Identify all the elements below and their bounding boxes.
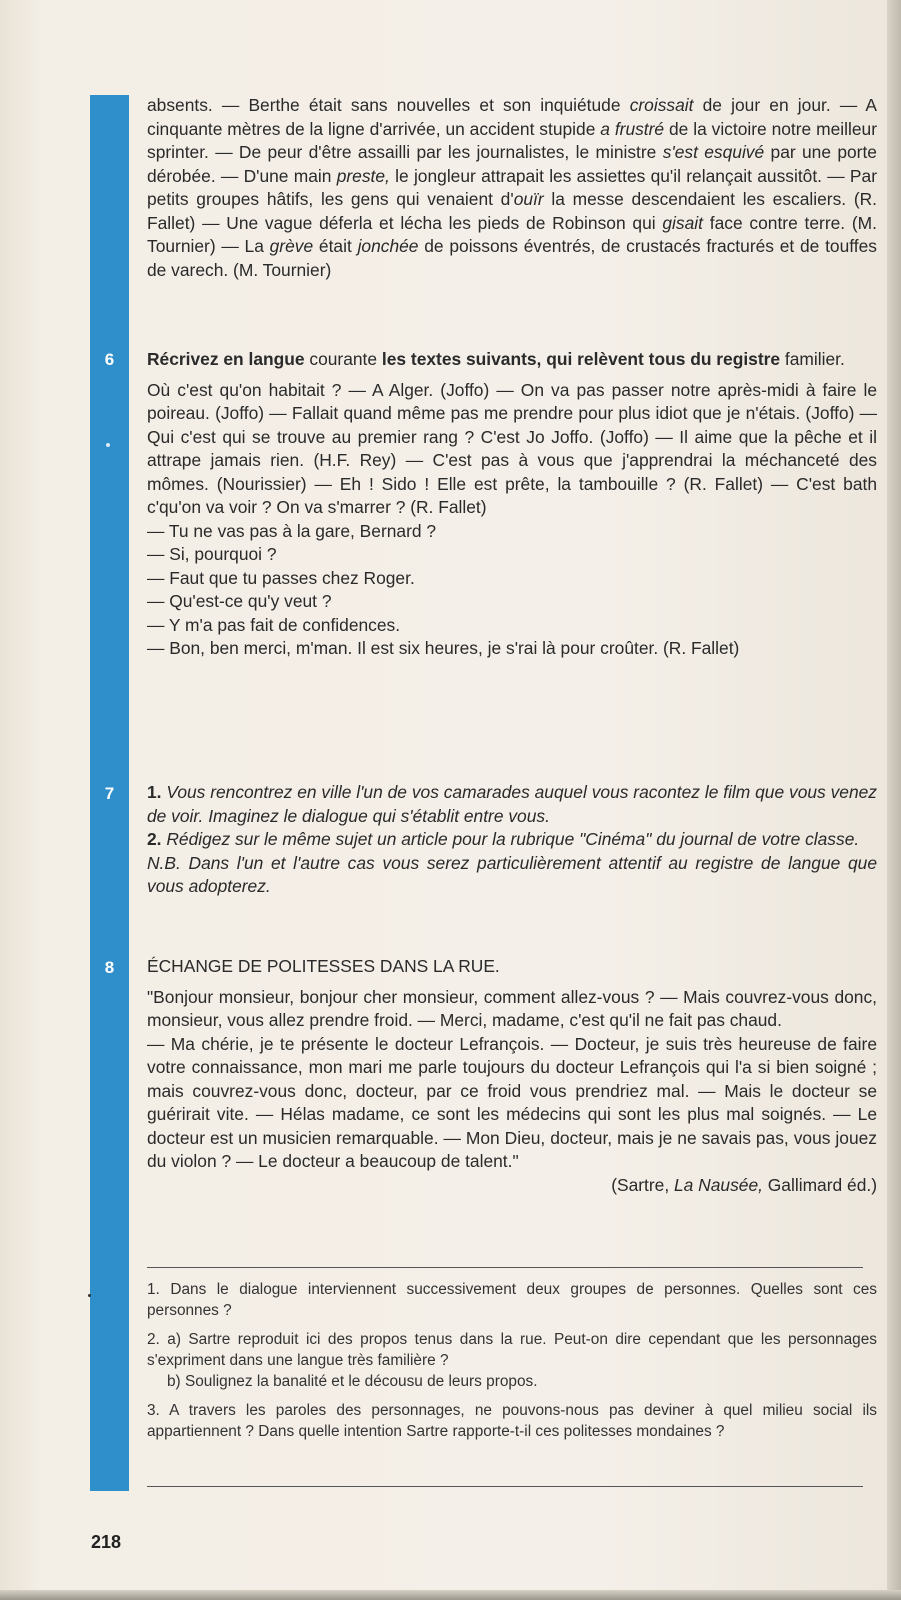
text-run: de poissons éventrés, de crustacés fracturés et de touffes de varech. (M. Tournier)	[147, 236, 877, 280]
task-number: 2.	[147, 829, 162, 849]
exercise-7-task-2	[147, 828, 877, 852]
dialogue-line: — Si, pourquoi ?	[147, 544, 277, 564]
task-number: 1.	[147, 782, 162, 802]
text-run: de jour en jour. — A cinquante mètres de la ligne d'arrivée, un accident stupide	[147, 95, 878, 139]
instruction-bold: les textes suivants, qui relèvent tous du registre	[381, 349, 781, 369]
italic-word: preste,	[336, 165, 390, 186]
exercise-6-instruction	[147, 348, 877, 372]
dialogue-line: — Tu ne vas pas à la gare, Bernard ?	[147, 520, 437, 541]
page-edge	[887, 0, 901, 1600]
exercise-5-continuation	[147, 94, 877, 282]
page-edge-bottom	[0, 1590, 901, 1600]
text-run: de la victoire notre meilleur sprinter. — De peur d'être assailli par les journalistes, le ministre	[147, 118, 877, 162]
exercise-6-quotes: Où c'est qu'on habitait ? — A Alger. (Joffo) — On va pas passer notre après-midi à faire le poireau. (Joffo) — Fallait quand même pas me prendre pour plus idiot que je n'étais. (Joffo) — Qui c'est qui se trouve au premier rang ? C'est Jo Joffo. (Joffo) — Il aime que la pêche et il attrape jamais rien. (H.F. Rey) — C'est pas à vous que j'apprendrai la méchanceté des mômes. (Nourissier) — Eh ! Sido ! Elle est prête, la tambouille ? (R. Fallet) — C'est bath c'qu'on va voir ? On va s'marrer ? (R. Fallet)	[147, 379, 877, 517]
question-2b: b) Soulignez la banalité et le décousu de leurs propos.	[167, 1373, 538, 1390]
page-number: 218	[91, 1532, 122, 1552]
source-text: Gallimard éd.)	[762, 1174, 877, 1195]
exercise-number-7: 7	[104, 784, 115, 803]
bullet-dot	[106, 443, 110, 447]
exercise-7-task-1	[147, 781, 877, 828]
question-3: 3. A travers les paroles des personnages, ne pouvons-nous pas deviner à quel milieu social ils appartiennent ? Dans quelle intention Sartre rapporte-t-il ces politesses mondaines ?	[147, 1402, 877, 1440]
exercise-number-6: 6	[104, 350, 115, 369]
text-run: par une porte dérobée. — D'une main	[147, 142, 877, 186]
italic-word: jonchée	[357, 236, 419, 256]
exercise-8-paragraph-2: — Ma chérie, je te présente le docteur Lefrançois. — Docteur, je suis très heureuse de faire votre connaissance, mon mari me parle toujours du docteur Lefrançois qui l'a si bien soigné ; mais couvrez-vous donc, docteur, par ce froid vous prendriez mal. — Mais le docteur se guérirait vite. — Hélas madame, ce sont les médecins qui sont les plus mal soignés. — Le docteur est un musicien remarquable. — Mon Dieu, docteur, mais je ne savais pas, vous jouez du violon ? — Le docteur a beaucoup de talent."	[147, 1033, 877, 1171]
paragraph	[147, 94, 877, 282]
text-run: le jongleur attrapait les assiettes qu'il relançait aussitôt. — Par petits groupes hâtifs, les gens qui venaient d'	[147, 165, 877, 209]
task-text: Rédigez sur le même sujet un article pour la rubrique "Cinéma" du journal de votre classe.	[161, 829, 860, 849]
italic-word: s'est esquivé	[662, 142, 765, 162]
text-run: face contre terre. (M. Tournier) — La	[147, 212, 878, 256]
dialogue-line: — Qu'est-ce qu'y veut ?	[147, 591, 332, 611]
exercise-8	[147, 955, 877, 1197]
divider-top	[147, 1267, 863, 1268]
italic-word: ouïr	[513, 189, 544, 209]
instruction-text: familier.	[780, 349, 845, 369]
exercise-7	[147, 781, 877, 899]
source-title: La Nausée,	[674, 1174, 763, 1195]
exercise-8-questions	[147, 1279, 877, 1442]
exercise-number-8: 8	[104, 958, 115, 977]
italic-word: grève	[269, 236, 314, 256]
exercise-8-title: ÉCHANGE DE POLITESSES DANS LA RUE.	[147, 956, 500, 976]
dialogue-line: — Faut que tu passes chez Roger.	[147, 567, 415, 588]
exercise-8-source	[147, 1174, 877, 1198]
italic-word: gisait	[662, 212, 703, 233]
italic-word: croissait	[629, 95, 694, 115]
text-run: absents. — Berthe était sans nouvelles et son inquiétude	[147, 95, 630, 115]
exercise-6	[147, 348, 877, 661]
task-text: Vous rencontrez en ville l'un de vos camarades auquel vous racontez le film que vous venez de voir. Imaginez le dialogue qui s'établit entre vous.	[147, 782, 877, 826]
text-run: était	[313, 236, 358, 256]
exercise-8-paragraph-1: "Bonjour monsieur, bonjour cher monsieur, comment allez-vous ? — Mais couvrez-vous donc, monsieur, vous allez prendre froid. — Merci, madame, c'est qu'il ne fait pas chaud.	[147, 986, 877, 1030]
print-speck	[88, 1294, 91, 1297]
question-2a: 2. a) Sartre reproduit ici des propos tenus dans la rue. Peut-on dire cependant que les personnages s'expriment dans une langue très familière ?	[147, 1331, 877, 1369]
source-text: (Sartre,	[611, 1174, 674, 1195]
instruction-bold: Récrivez en langue	[147, 349, 305, 369]
instruction-text: courante	[304, 349, 382, 369]
dialogue-line: — Bon, ben merci, m'man. Il est six heures, je s'rai là pour croûter. (R. Fallet)	[147, 638, 740, 658]
exercise-7-note: N.B. Dans l'un et l'autre cas vous serez particulièrement attentif au registre de langue que vous adopterez.	[147, 852, 877, 896]
italic-word: a frustré	[600, 118, 665, 139]
text-run: la messe descendaient les escaliers. (R. Fallet) — Une vague déferla et lécha les pieds de Robinson qui	[147, 189, 877, 233]
question-1: 1. Dans le dialogue interviennent successivement deux groupes de personnes. Quelles sont ces personnes ?	[147, 1281, 877, 1319]
dialogue-line: — Y m'a pas fait de confidences.	[147, 614, 401, 635]
divider-bottom	[147, 1486, 863, 1487]
